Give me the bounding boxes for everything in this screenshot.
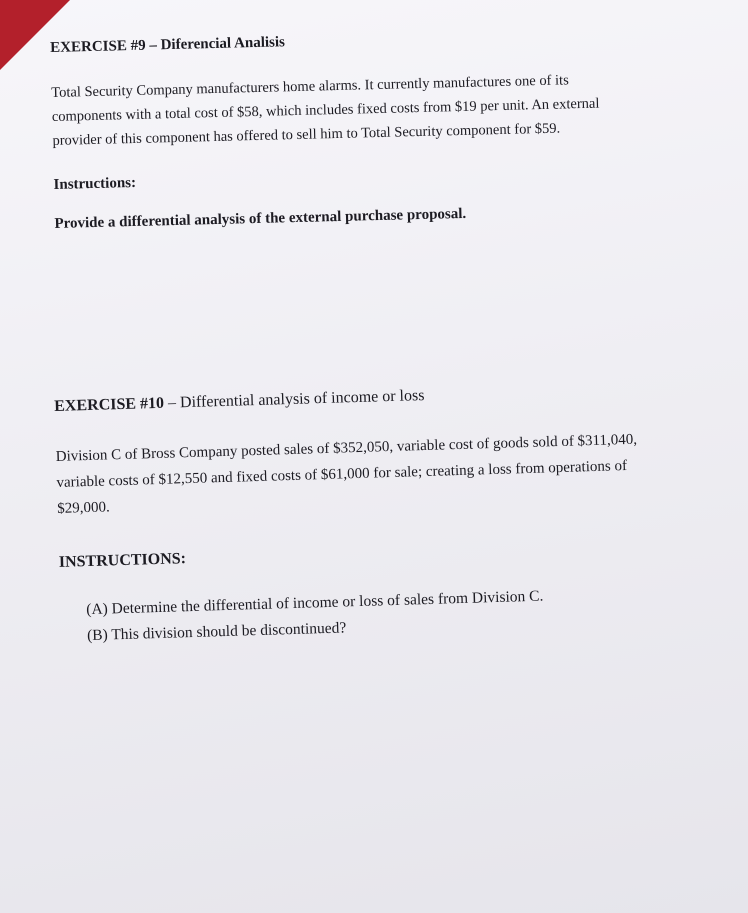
exercise-9-title: Diferencial Analisis	[160, 34, 286, 54]
exercise-10-line: $29,000.	[57, 499, 111, 517]
exercise-9-instructions-body: Provide a differential analysis of the external purchase proposal.	[54, 205, 467, 232]
exercise-10-paragraph	[55, 424, 727, 522]
question-b: (B) This division should be discontinued?	[86, 619, 347, 645]
exercise-9-line: Total Security Company manufacturers home alarms. It currently manufactures one of its	[51, 72, 569, 101]
exercise-10-line: variable costs of $12,550 and fixed costs of $61,000 for sale; creating a loss from operations of	[56, 458, 628, 491]
exercise-9-paragraph	[51, 65, 713, 153]
exercise-10-section	[54, 378, 731, 650]
exercise-9-section	[50, 24, 715, 233]
exercise-9-line: components with a total cost of $58, which includes fixed costs from $19 per unit. An external	[51, 95, 600, 125]
question-a: (A) Determine the differential of income or loss of sales from Division C.	[86, 587, 544, 619]
exercise-9-line: provider of this component has offered to sell him to Total Security component for $59.	[52, 120, 561, 149]
exercise-10-line: Division C of Bross Company posted sales of $352,050, variable cost of goods sold of $311,040,	[55, 431, 638, 465]
exercise-9-instructions-title: Instructions:	[53, 174, 137, 193]
exercise-10-instructions-title: INSTRUCTIONS:	[58, 550, 187, 571]
exercise-10-title: – Differential analysis of income or loss	[167, 387, 425, 412]
exercise-9-label: EXERCISE #9 –	[50, 37, 158, 56]
exercise-10-label: EXERCISE #10	[54, 394, 165, 415]
